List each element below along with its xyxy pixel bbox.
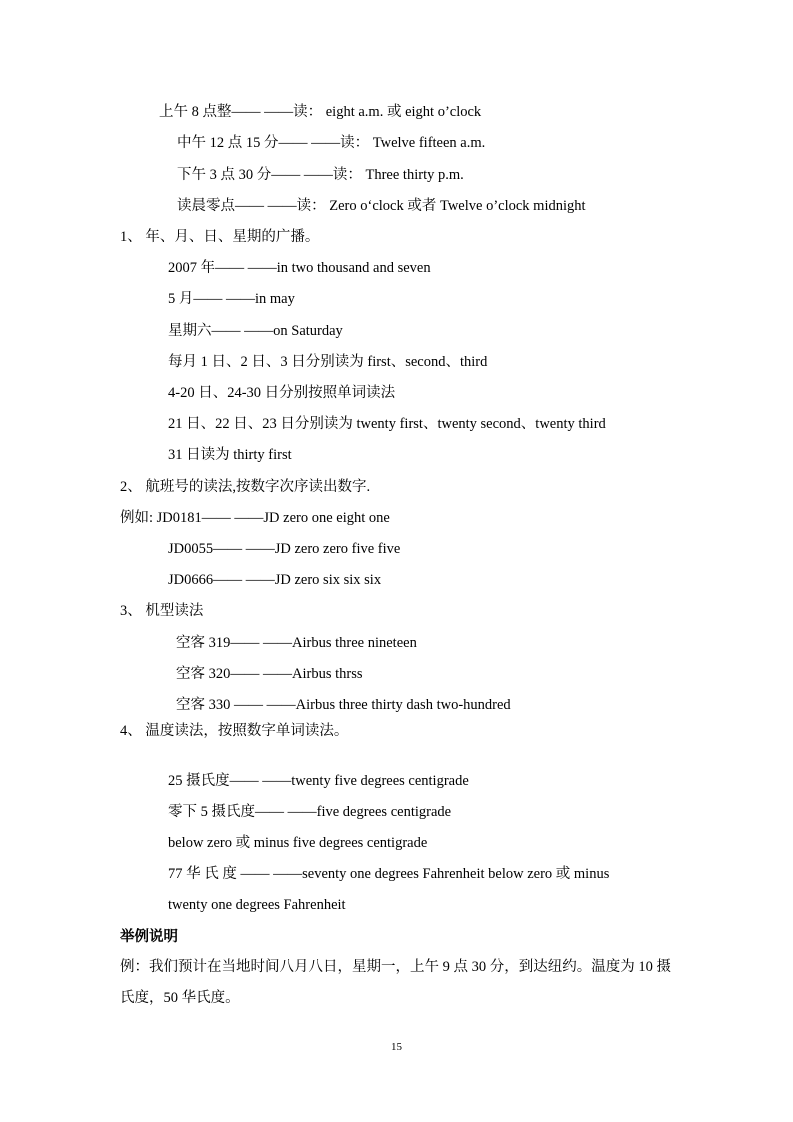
time-line-1: 上午 8 点整—— ——读： eight a.m. 或 eight o’clock xyxy=(159,104,482,120)
section-2-line-1: 例如: JD0181—— ——JD zero one eight one xyxy=(120,510,390,526)
example-paragraph: 例：我们预计在当地时间八月八日，星期一，上午 9 点 30 分，到达纽约。温度为 10 摄氏度，50 华氏度。 xyxy=(120,959,671,1006)
section-1-line-4: 每月 1 日、2 日、3 日分别读为 first、second、third xyxy=(168,354,488,370)
section-1-line-3: 星期六—— ——on Saturday xyxy=(168,323,343,339)
section-1-line-2: 5 月—— ——in may xyxy=(168,291,295,307)
section-2-heading: 2、 航班号的读法,按数字次序读出数字. xyxy=(120,479,371,495)
time-line-3: 下午 3 点 30 分—— ——读： Three thirty p.m. xyxy=(177,167,464,183)
section-3-line-2: 空客 320—— ——Airbus thrss xyxy=(176,666,363,682)
section-1-line-6: 21 日、22 日、23 日分别读为 twenty first、twenty second、twenty third xyxy=(168,416,606,432)
section-2-line-3: JD0666—— ——JD zero six six six xyxy=(168,572,382,588)
section-4-line-1: 25 摄氏度—— ——twenty five degrees centigrade xyxy=(168,773,469,789)
section-4-line-5: twenty one degrees Fahrenheit xyxy=(168,897,346,913)
section-1-heading: 1、 年、月、日、星期的广播。 xyxy=(120,229,320,245)
section-2-line-2: JD0055—— ——JD zero zero five five xyxy=(168,541,401,557)
page-number: 15 xyxy=(391,1041,402,1053)
section-1-line-7: 31 日读为 thirty first xyxy=(168,447,292,463)
section-3-line-3: 空客 330 —— ——Airbus three thirty dash two-hundred xyxy=(176,697,511,713)
section-3-line-1: 空客 319—— ——Airbus three nineteen xyxy=(176,635,417,651)
example-heading: 举例说明 xyxy=(120,929,178,945)
section-4-line-2: 零下 5 摄氏度—— ——five degrees centigrade xyxy=(168,804,452,820)
time-line-4: 读晨零点—— ——读： Zero o‘clock 或者 Twelve o’clock midnight xyxy=(177,198,586,214)
section-3-heading: 3、 机型读法 xyxy=(120,603,204,619)
time-line-2: 中午 12 点 15 分—— ——读： Twelve fifteen a.m. xyxy=(177,135,486,151)
section-4-heading: 4、 温度读法，按照数字单词读法。 xyxy=(120,723,349,739)
section-1-line-1: 2007 年—— ——in two thousand and seven xyxy=(168,260,431,276)
section-4-line-3: below zero 或 minus five degrees centigrade xyxy=(168,835,428,851)
section-4-line-4: 77 华 氏 度 —— ——seventy one degrees Fahrenheit below zero 或 minus xyxy=(168,866,610,882)
section-1-line-5: 4-20 日、24-30 日分别按照单词读法 xyxy=(168,385,396,401)
